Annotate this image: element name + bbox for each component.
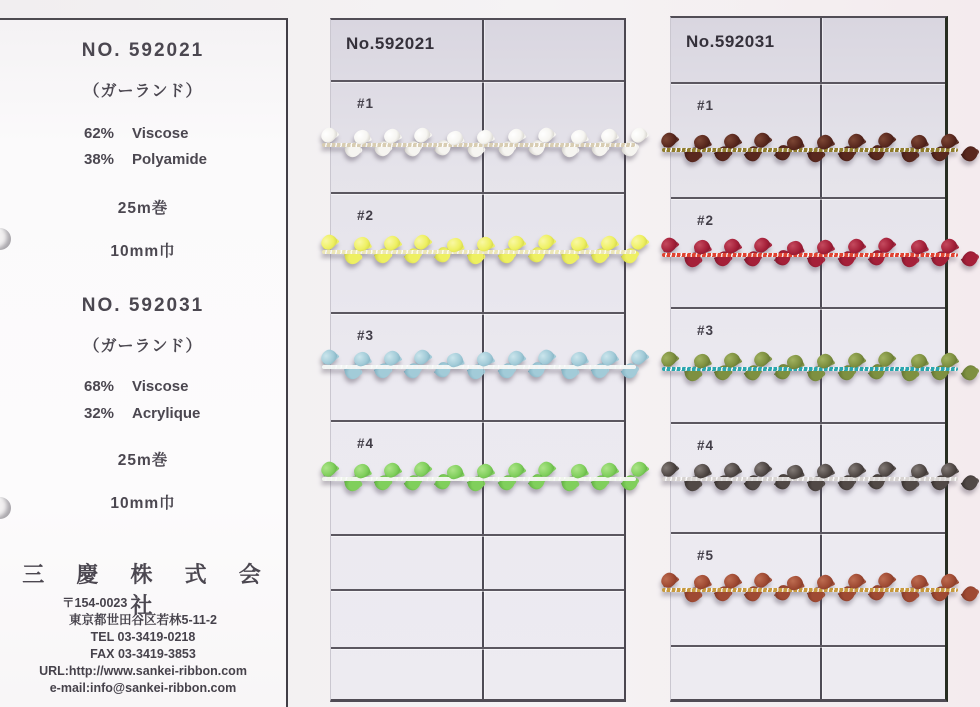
garland-tuft: [960, 248, 980, 269]
card-title: No.592031: [686, 32, 775, 51]
product1-name: （ガーランド）: [83, 83, 203, 100]
fax-number: FAX 03-3419-3853: [90, 647, 196, 661]
garland-ribbon-sample-dark-brown: [662, 133, 958, 167]
grid-horizontal-line: [671, 422, 945, 424]
product1-roll-length: 25m巻: [117, 200, 169, 217]
fiber-percent: 62%: [84, 125, 115, 142]
website-url: URL:http://www.sankei-ribbon.com: [39, 664, 247, 678]
fiber-name: Viscose: [132, 378, 189, 395]
braid-thread: [322, 143, 636, 147]
garland-tuft: [658, 458, 679, 478]
product2-number: NO. 592031: [81, 295, 205, 316]
garland-tuft: [318, 231, 339, 251]
product2-composition-1: [0, 378, 286, 395]
sample-label: #4: [697, 438, 715, 453]
garland-tuft: [658, 569, 679, 589]
garland-tuft: [960, 362, 980, 383]
grid-horizontal-line: [671, 197, 945, 199]
grid-horizontal-line: [331, 312, 624, 314]
grid-horizontal-line: [671, 82, 945, 84]
grid-horizontal-line: [331, 534, 624, 536]
sample-label: #1: [697, 98, 715, 113]
garland-tuft: [658, 348, 679, 368]
garland-ribbon-sample-white: [322, 128, 636, 162]
grid-horizontal-line: [671, 532, 945, 534]
product2-name: （ガーランド）: [83, 338, 203, 355]
braid-thread: [322, 365, 636, 369]
sample-label: #2: [357, 208, 375, 223]
braid-thread: [322, 477, 636, 481]
fiber-name: Acrylique: [132, 405, 201, 422]
email-address: e-mail:info@sankei-ribbon.com: [49, 681, 237, 695]
product1-tape-width: 10mm巾: [110, 243, 176, 260]
product1-number: NO. 592021: [81, 40, 205, 61]
garland-tuft: [960, 472, 980, 493]
sample-label: #5: [697, 548, 715, 563]
sample-card-592031: [670, 16, 948, 702]
phone-number: TEL 03-3419-0218: [90, 630, 196, 644]
company-name: 三 慶 株 式 会 社: [22, 562, 274, 618]
fiber-name: Polyamide: [132, 151, 208, 168]
product1-composition-1: [0, 125, 286, 142]
grid-horizontal-line: [331, 589, 624, 591]
sample-card-592021: [330, 18, 626, 702]
grid-horizontal-line: [671, 307, 945, 309]
garland-tuft: [658, 129, 679, 149]
info-sheet: [0, 18, 288, 707]
fiber-name: Viscose: [132, 125, 189, 142]
sample-label: #2: [697, 213, 715, 228]
garland-tuft: [960, 143, 980, 164]
garland-tuft: [318, 124, 339, 144]
sample-label: #4: [357, 436, 375, 451]
product2-roll-length: 25m巻: [117, 452, 169, 469]
garland-ribbon-sample-olive: [662, 352, 958, 386]
garland-ribbon-sample-yellow: [322, 235, 636, 269]
fiber-percent: 38%: [84, 151, 115, 168]
braid-thread: [322, 250, 636, 254]
garland-ribbon-sample-crimson: [662, 238, 958, 272]
grid-horizontal-line: [331, 80, 624, 82]
product1-composition-2: [0, 151, 286, 168]
grid-horizontal-line: [331, 420, 624, 422]
fiber-percent: 68%: [84, 378, 115, 395]
product2-composition-2: [0, 405, 286, 422]
garland-ribbon-sample-green: [322, 462, 636, 496]
postal-code: 〒154-0023: [62, 596, 128, 610]
sample-label: #3: [697, 323, 715, 338]
garland-tuft: [318, 458, 339, 478]
sample-label: #1: [357, 96, 375, 111]
fiber-percent: 32%: [84, 405, 115, 422]
grid-horizontal-line: [331, 647, 624, 649]
garland-tuft: [658, 234, 679, 254]
company-address-block: [0, 595, 286, 697]
sample-label: #3: [357, 328, 375, 343]
garland-tuft: [318, 346, 339, 366]
garland-ribbon-sample-light-blue: [322, 350, 636, 384]
street-address: 東京都世田谷区若林5-11-2: [69, 613, 217, 627]
grid-horizontal-line: [671, 645, 945, 647]
product2-tape-width: 10mm巾: [110, 495, 176, 512]
garland-ribbon-sample-rust: [662, 573, 958, 607]
garland-ribbon-sample-charcoal: [662, 462, 958, 496]
garland-tuft: [960, 583, 980, 604]
card-title: No.592021: [346, 34, 435, 53]
grid-horizontal-line: [331, 192, 624, 194]
